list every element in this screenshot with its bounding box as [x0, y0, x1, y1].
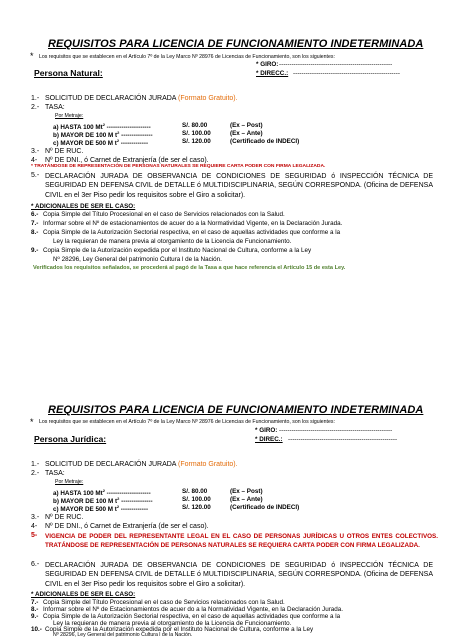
extra-text: Copia Simple de la Autorización Sectorial respectiva, en el caso de aquellas actividades que conforme a la	[43, 613, 341, 620]
tasa-amount: S/. 100.00	[182, 130, 211, 137]
item-number: 3.-	[31, 514, 40, 521]
direcc-label: * DIRECC.:	[256, 70, 289, 77]
tasa-row: b) MAYOR DE 100 M $t^2$ ---------------	[53, 130, 153, 140]
intro-text: Los requisitos que se establecen en el Artículo 7º de la Ley Marco Nº 28976 de Licencias de Funcionamiento, son los siguientes:	[39, 54, 335, 60]
extra-number: 9.-	[31, 247, 39, 254]
item-text: DECLARACIÓN JURADA DE OBSERVANCIA DE CONDICIONES DE SEGURIDAD ó INSPECCIÓN TÉCNICA DE SEGURIDAD EN DEFENSA CIVIL de DETALLE ó MULTIDISCIPLINARIA, SEGÚN CORRESPONDA. (Oficina de DEFENSA CIVIL en el 3er Piso pedir los requisitos sobre el Giro a solicitar).	[45, 562, 433, 588]
section-title: REQUISITOS PARA LICENCIA DE FUNCIONAMIENTO INDETERMINADA	[48, 404, 424, 416]
tasa-note: (Ex – Post)	[230, 122, 263, 129]
tasa-amount: S/. 100.00	[182, 496, 211, 503]
bullet-star: *	[30, 51, 34, 61]
item-text: Nº DE RUC.	[45, 514, 84, 521]
giro-label: * GIRO:	[255, 427, 278, 434]
tasa-note: (Ex – Ante)	[230, 496, 263, 503]
extra-number: 9.-	[31, 613, 39, 620]
extra-number: 7.-	[31, 220, 39, 227]
extra-number: 10.-	[31, 626, 42, 633]
item-text: SOLICITUD DE DECLARACIÓN JURADA (Formato Gratuito).	[45, 461, 238, 468]
tasa-row: b) MAYOR DE 100 M $t^2$ ---------------	[53, 496, 153, 506]
tasa-amount: S/. 120.00	[182, 138, 211, 145]
tasa-note: (Ex – Ante)	[230, 130, 263, 137]
item-number: 2.-	[31, 470, 40, 477]
extra-text: Copia Simple del Título Procesional en el caso de Servicios relacionados con la Salud.	[43, 599, 285, 606]
bullet-star: *	[30, 417, 34, 427]
item-text: SOLICITUD DE DECLARACIÓN JURADA (Formato Gratuito).	[45, 95, 238, 102]
item-text: Nº DE DNI., ó Carnet de Extranjería (de ser el caso).	[45, 157, 209, 164]
direcc-line: ----------------------------------------------------	[288, 436, 398, 443]
extra-text: Copia Simple de la Autorización expedida por el Instituto Nacional de Cultura, conforme a la Ley	[43, 247, 312, 254]
item-text: Nº DE DNI., ó Carnet de Extranjería (de ser el caso).	[45, 523, 209, 530]
direcc-line: ---------------------------------------------------	[293, 70, 400, 77]
extra-number: 6.-	[31, 211, 39, 218]
extra-text: Ley la requieran de manera previa al otorgamiento de la Licencia de Funcionamiento.	[53, 620, 292, 627]
tasa-row: c) MAYOR DE 500 M $t^2$ -------------	[53, 504, 149, 514]
tasa-amount: S/. 120.00	[182, 504, 211, 511]
item-number: 1.-	[31, 461, 40, 468]
item-number: 5-	[31, 532, 38, 539]
item-text: VIGENCIA DE PODER DEL REPRESENTANTE LEGAL EN EL CASO DE PERSONAS JURÍDICAS U OTROS ENTES COLECTIVOS. TRATÁNDOSE DE REPRESENTACIÓN DE PERSONAS NATURALES SE REQUIERA CARTA PODER CON FIRMA LEGALIZADA.	[45, 533, 438, 550]
tasa-row: c) MAYOR DE 500 M $t^2$ -------------	[53, 138, 149, 148]
verified-note: Verificados los requisitos señalados, se procederá al pagó de la Tasa a que hace referencia el Artículo 15 de esta Ley.	[33, 265, 346, 271]
item-number: 4-	[31, 523, 38, 530]
extra-text: Nº 28296, Ley General del patrimonio Cultura l de la Nación.	[53, 632, 193, 638]
adicionales-heading: * ADICIONALES DE SER EL CASO:	[31, 203, 136, 210]
tasa-note: (Ex – Post)	[230, 488, 263, 495]
persona-label: Persona Natural:	[34, 68, 103, 78]
extra-text: Nº 28296, Ley General del patrimonio Cultura l de la Nación.	[53, 256, 222, 263]
tasa-row: a) HASTA 100 Mt$^2$ ---------------------	[53, 488, 151, 498]
extra-text: Copia Simple de la Autorización Sectorial respectiva, en el caso de aquellas actividades que conforme a la	[43, 229, 341, 236]
tasa-row: a) HASTA 100 Mt$^2$ ---------------------	[53, 122, 151, 132]
por-metraje-label: Por Metraje:	[55, 113, 84, 119]
persona-label: Persona Jurídica:	[34, 434, 107, 444]
giro-line: ------------------------------------------------------	[279, 427, 393, 434]
item-number: 2.-	[31, 104, 40, 111]
extra-number: 8.-	[31, 606, 39, 613]
tasa-amount: S/. 80.00	[182, 488, 208, 495]
item-number: 3.-	[31, 148, 40, 155]
tasa-amount: S/. 80.00	[182, 122, 208, 129]
giro-label: * GIRO:	[256, 61, 279, 68]
direcc-label: * DIREC.:	[255, 436, 283, 443]
warning-text: * TRATÁNDOSE DE REPRESENTACIÓN DE PERSONAS NATURALES SE REQUIERE CARTA PODER CON FIRMA LEGALIZADA.	[31, 164, 326, 169]
tasa-note: (Certificado de INDECI)	[230, 504, 300, 511]
adicionales-heading: * ADICIONALES DE SER EL CASO:	[31, 591, 136, 598]
item-text: Nº DE RUC.	[45, 148, 84, 155]
item-number: 5.-	[31, 172, 40, 179]
extra-text: Copia Simple de la Autorización expedida por el Instituto Nacional de Cultura, conforme a la Ley	[45, 626, 314, 633]
item-text: TASA:	[45, 104, 65, 111]
extra-text: Informar sobre el Nº de estacionamientos de acuer do a la Normatividad Vigente, en la Declaración Jurada.	[43, 220, 343, 227]
intro-text: Los requisitos que se establecen en el Artículo 7º de la Ley Marco Nº 28976 de Licencias de Funcionamiento, son los siguientes:	[39, 419, 335, 425]
item-text: DECLARACIÓN JURADA DE OBSERVANCIA DE CONDICIONES DE SEGURIDAD ó INSPECCIÓN TÉCNICA DE SEGURIDAD EN DEFENSA CIVIL de DETALLE ó MULTIDISCIPLINARIA, SEGÚN CORRESPONDA. (Oficina de DEFENSA CIVIL en el 3er Piso pedir los requisitos sobre el Giro a solicitar).	[45, 173, 433, 199]
extra-number: 8.-	[31, 229, 39, 236]
section-title: REQUISITOS PARA LICENCIA DE FUNCIONAMIENTO INDETERMINADA	[48, 38, 424, 50]
tasa-note: (Certificado de INDECI)	[230, 138, 300, 145]
extra-text: Informar sobre el Nº de Estacionamientos de acuer do a la Normatividad Vigente, en la Declaración Jurada.	[43, 606, 344, 613]
giro-line: ------------------------------------------------------	[279, 61, 393, 68]
item-number: 6.-	[31, 561, 40, 568]
extra-text: Ley la requieran de manera previa al otorgamiento de la Licencia de Funcionamiento.	[53, 238, 292, 245]
item-number: 4-	[31, 157, 38, 164]
por-metraje-label: Por Metraje:	[55, 479, 84, 485]
extra-text: Copia Simple del Título Procesional en el caso de Servicios relacionados con la Salud.	[43, 211, 285, 218]
item-number: 1.-	[31, 95, 40, 102]
extra-number: 7.-	[31, 599, 39, 606]
item-text: TASA:	[45, 470, 65, 477]
